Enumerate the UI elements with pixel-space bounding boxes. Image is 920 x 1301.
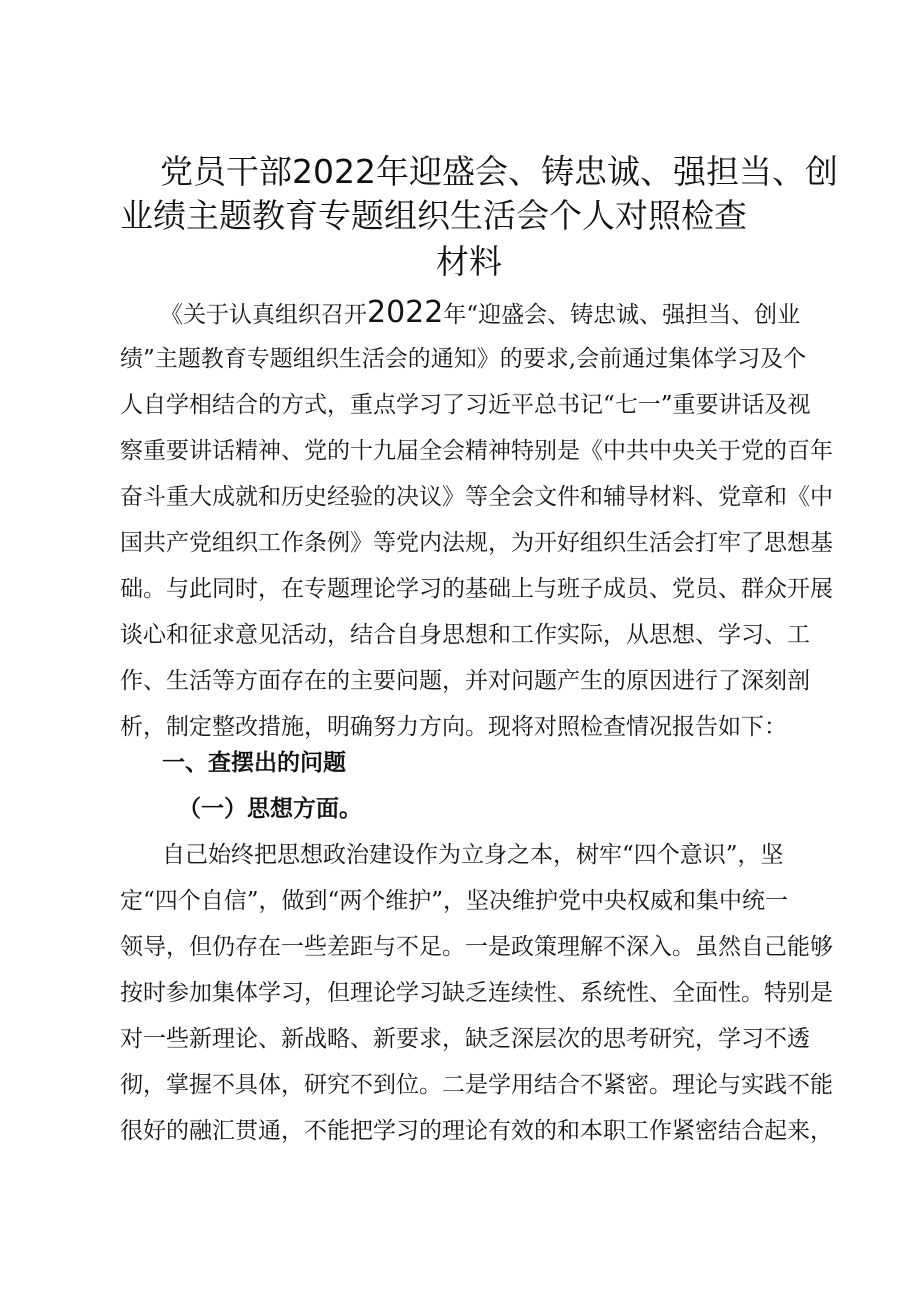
thinking-line-2: 定“四个自信”，做到“两个维护”，坚决维护党中央权威和集中统一 [120, 888, 789, 914]
intro-line-10: 析，制定整改措施，明确努力方向。现将对照检查情况报告如下： [120, 714, 787, 740]
section-heading-problems: 一、查摆出的问题 [162, 750, 346, 776]
intro-line-9: 作、生活等方面存在的主要问题，并对问题产生的原因进行了深刻剖 [120, 668, 810, 694]
intro-line-5: 奋斗重大成就和历史经验的决议》等全会文件和辅导材料、党章和《中 [120, 484, 833, 510]
thinking-line-7: 很好的融汇贯通，不能把学习的理论有效的和本职工作紧密结合起来， [120, 1118, 833, 1144]
subsection-heading-thinking: （一）思想方面。 [178, 796, 362, 822]
intro-line-1 [160, 297, 800, 331]
thinking-line-1: 自己始终把思想政治建设作为立身之本，树牢“四个意识”，坚 [162, 842, 784, 868]
document-title-line-1: 党员干部2022年迎盛会、铸忠诚、强担当、创 [160, 152, 838, 191]
intro-line-2: 绩”主题教育专题组织生活会的通知》的要求,会前通过集体学习及个 [120, 346, 807, 372]
intro-line-4: 察重要讲话精神、党的十九届全会精神特别是《中共中央关于党的百年 [120, 438, 833, 464]
intro-line-6: 国共产党组织工作条例》等党内法规，为开好组织生活会打牢了思想基 [120, 530, 833, 556]
intro-line-8: 谈心和征求意见活动，结合自身思想和工作实际，从思想、学习、工 [120, 622, 810, 648]
document-title-line-3: 材料 [436, 242, 502, 281]
thinking-line-5: 对一些新理论、新战略、新要求，缺乏深层次的思考研究，学习不透 [120, 1026, 810, 1052]
intro-text-segment: 《关于认真组织召开 [160, 302, 367, 328]
thinking-line-3: 领导，但仍存在一些差距与不足。一是政策理解不深入。虽然自己能够 [120, 934, 833, 960]
intro-line-3: 人自学相结合的方式，重点学习了习近平总书记“七一”重要讲话及视 [120, 392, 811, 418]
intro-text-segment: 年“迎盛会、铸忠诚、强担当、创业 [443, 302, 801, 328]
document-title-line-2: 业绩主题教育专题组织生活会个人对照检查 [120, 196, 747, 235]
intro-line-7: 础。与此同时，在专题理论学习的基础上与班子成员、党员、群众开展 [120, 576, 833, 602]
intro-year: 2022 [367, 295, 444, 330]
thinking-line-6: 彻，掌握不具体，研究不到位。二是学用结合不紧密。理论与实践不能 [120, 1072, 833, 1098]
thinking-line-4: 按时参加集体学习，但理论学习缺乏连续性、系统性、全面性。特别是 [120, 980, 833, 1006]
